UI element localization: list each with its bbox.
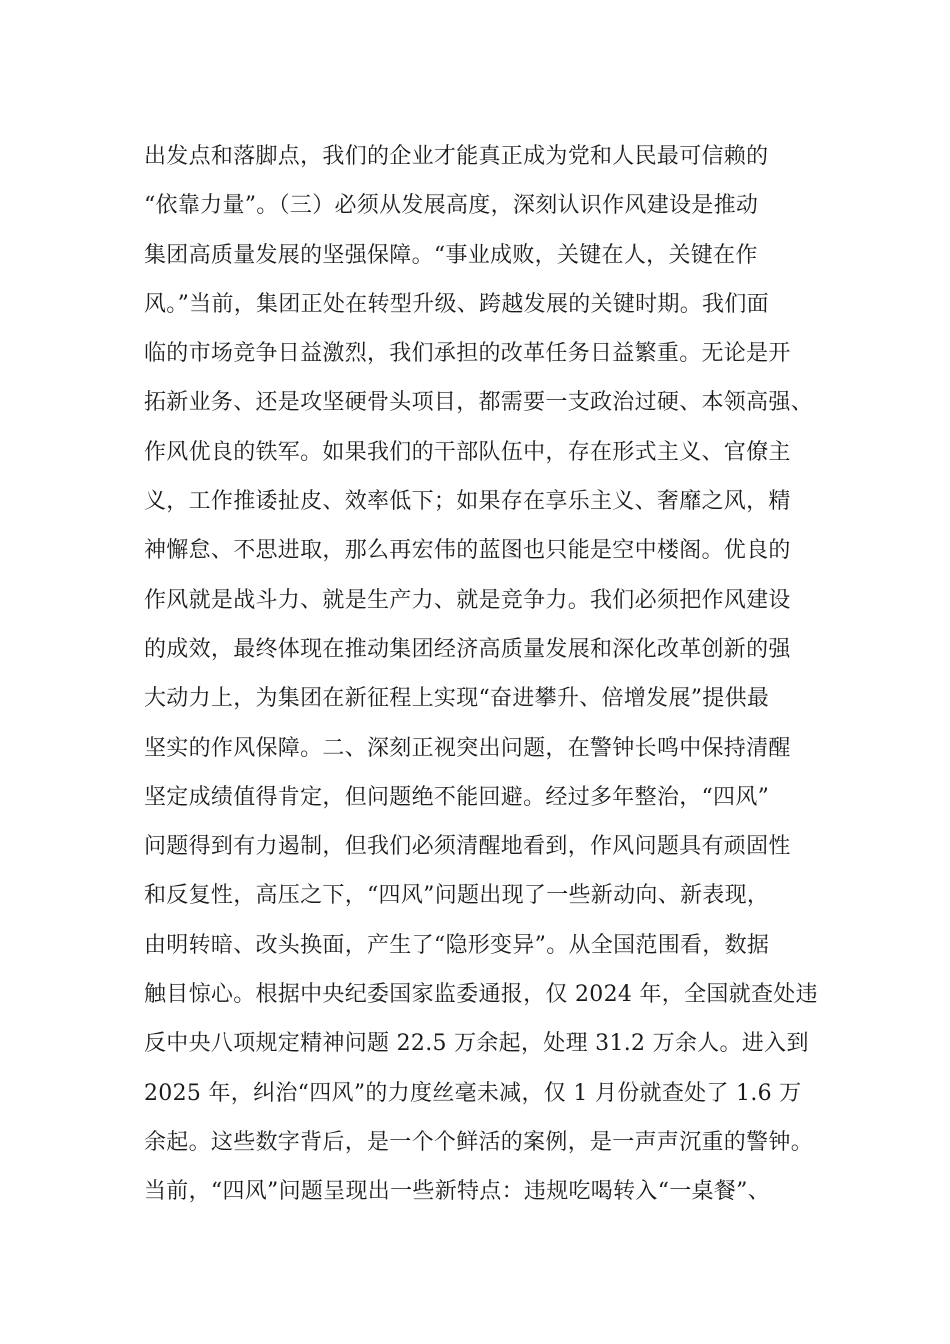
text-line: 问题得到有力遏制，但我们必须清醒地看到，作风问题具有顽固性 — [144, 834, 791, 860]
text-line: 反中央八项规定精神问题 22.5 万余起，处理 31.2 万余人。进入到 — [144, 1031, 809, 1057]
text-line: 由明转暗、改头换面，产生了“隐形变异”。从全国范围看，数据 — [144, 932, 770, 958]
text-line: 触目惊心。根据中央纪委国家监委通报，仅 2024 年，全国就查处违 — [144, 982, 818, 1008]
text-line: 余起。这些数字背后，是一个个鲜活的案例，是一声声沉重的警钟。 — [144, 1129, 814, 1155]
text-line: 的成效，最终体现在推动集团经济高质量发展和深化改革创新的强 — [144, 636, 791, 662]
text-line: 和反复性，高压之下，“四风”问题出现了一些新动向、新表现， — [144, 883, 770, 909]
text-line: 拓新业务、还是攻坚硬骨头项目，都需要一支政治过硬、本领高强、 — [144, 390, 814, 416]
text-line: 当前，“四风”问题呈现出一些新特点：违规吃喝转入“一桌餐”、 — [144, 1179, 770, 1205]
body-text — [144, 132, 824, 1217]
text-line: 坚实的作风保障。二、深刻正视突出问题，在警钟长鸣中保持清醒 — [144, 735, 791, 761]
text-line: 临的市场竞争日益激烈，我们承担的改革任务日益繁重。无论是开 — [144, 341, 791, 367]
text-line: 集团高质量发展的坚强保障。“事业成败，关键在人，关键在作 — [144, 242, 758, 268]
text-line: 出发点和落脚点，我们的企业才能真正成为党和人民最可信赖的 — [144, 144, 769, 169]
text-line: 作风就是战斗力、就是生产力、就是竞争力。我们必须把作风建设 — [144, 587, 791, 613]
text-line: 义，工作推诿扯皮、效率低下；如果存在享乐主义、奢靡之风，精 — [144, 489, 791, 515]
text-line: 2025 年，纠治“四风”的力度丝毫未减，仅 1 月份就查处了 1.6 万 — [144, 1080, 802, 1106]
text-line: “依靠力量”。（三）必须从发展高度，深刻认识作风建设是推动 — [144, 193, 759, 219]
text-line: 大动力上，为集团在新征程上实现“奋进攀升、倍增发展”提供最 — [144, 686, 770, 712]
text-line: 坚定成绩值得肯定，但问题绝不能回避。经过多年整治，“四风” — [144, 784, 770, 810]
text-line: 神懈怠、不思进取，那么再宏伟的蓝图也只能是空中楼阁。优良的 — [144, 538, 791, 564]
text-line: 风。”当前，集团正处在转型升级、跨越发展的关键时期。我们面 — [144, 291, 769, 317]
text-line: 作风优良的铁军。如果我们的干部队伍中，存在形式主义、官僚主 — [144, 439, 791, 465]
